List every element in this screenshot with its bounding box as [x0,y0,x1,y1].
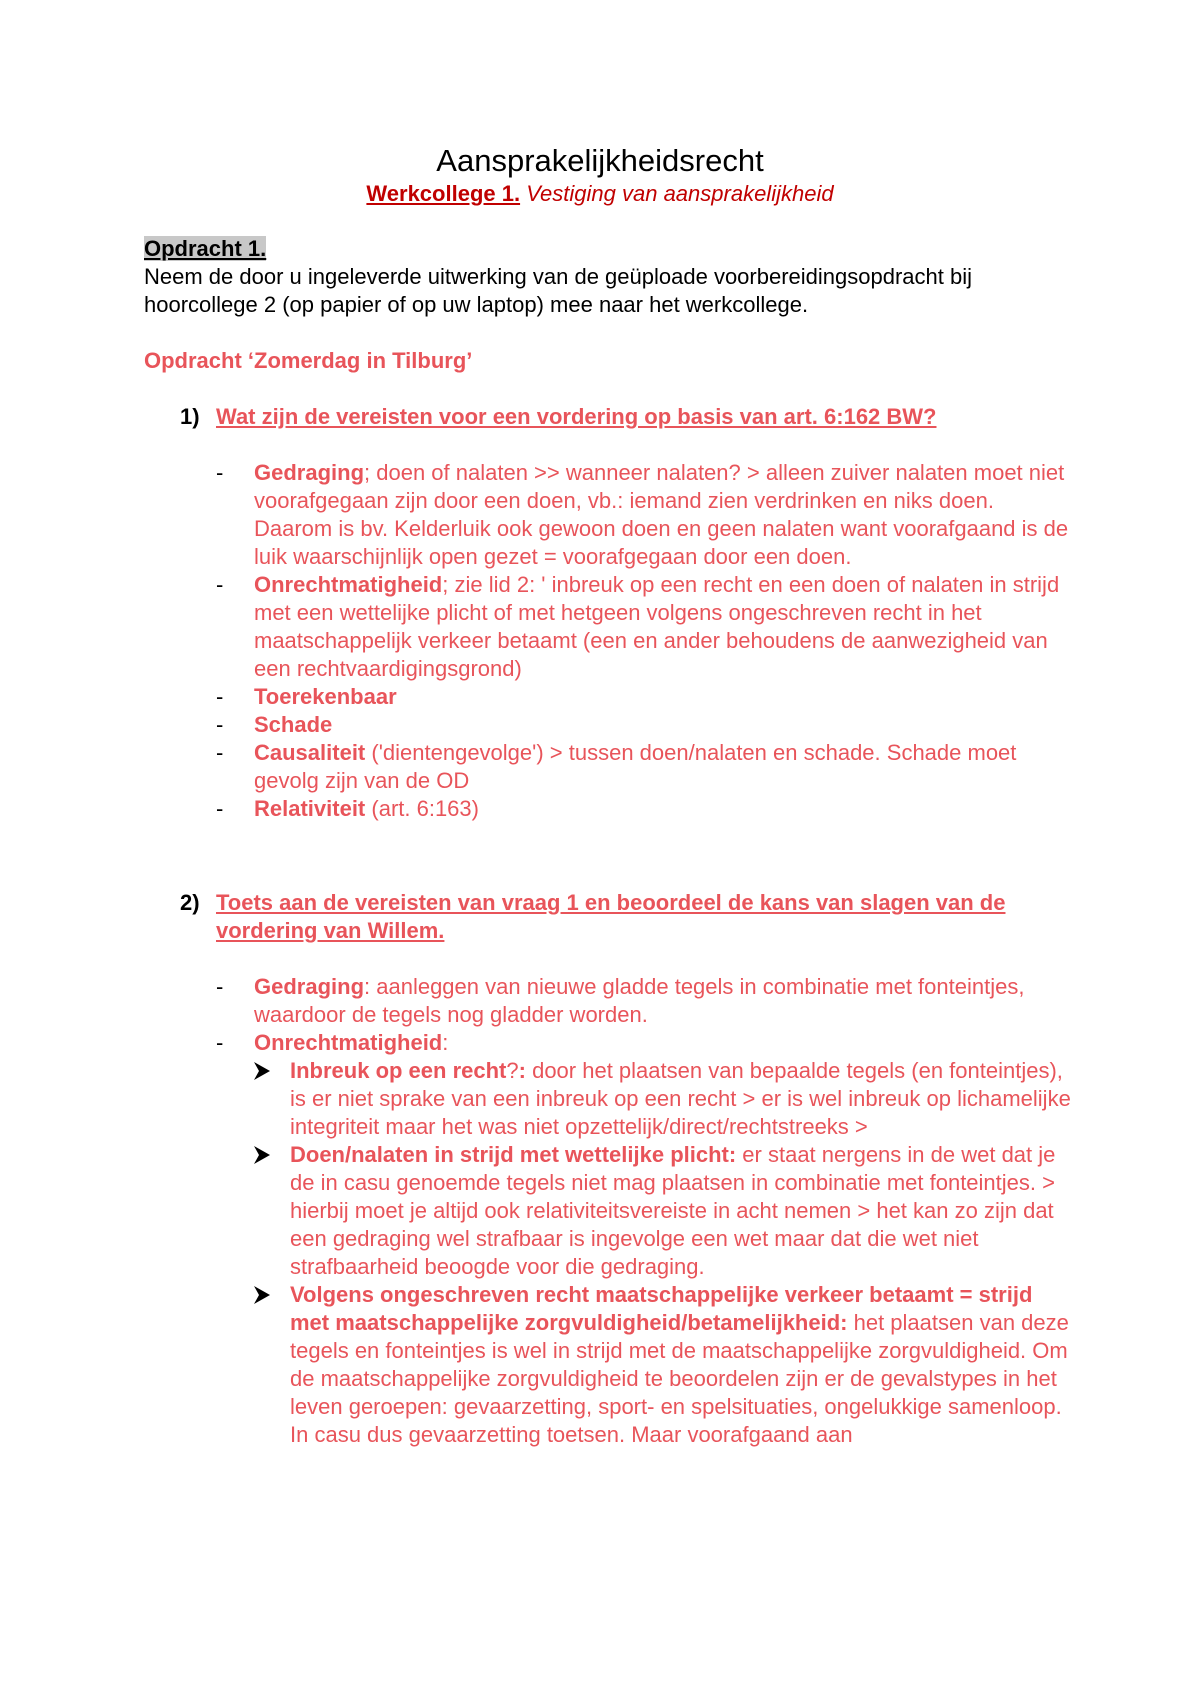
document-title: Aansprakelijkheidsrecht [436,143,764,178]
arrow-bullet-icon [252,1284,272,1306]
question-number: 2) [180,890,200,915]
arrow-bullet-icon [252,1060,272,1082]
question-number: 1) [180,404,200,429]
q2-assessment-list [216,973,1076,1057]
list-item: - Onrechtmatigheid; zie lid 2: ' inbreuk op een recht en een doen of nalaten in strijd met een wettelijke plicht of met hetgeen volgens ongeschreven recht in het maatschappelijk verkeer betaamt (een en ander behoudens de aanwezigheid van een rechtvaardigingsgrond) [216,572,1060,681]
question-1 [180,403,1060,431]
question-text: Toets aan de vereisten van vraag 1 en beoordeel de kans van slagen van de vordering van Willem. [216,890,1006,943]
case-heading: Opdracht ‘Zomerdag in Tilburg’ [144,348,473,373]
q1-requirements-list [216,459,1076,823]
list-item: - Relativiteit (art. 6:163) [216,796,479,821]
list-item: - Causaliteit ('dientengevolge') > tussen doen/nalaten en schade. Schade moet gevolg zijn van de OD [216,740,1017,793]
opdracht1-heading: Opdracht 1. [144,236,267,261]
subtitle-topic: Vestiging van aansprakelijkheid [520,181,834,206]
opdracht1-text: Neem de door u ingeleverde uitwerking van de geüploade voorbereidingsopdracht bij hoorcollege 2 (op papier of op uw laptop) mee naar het werkcollege. [144,264,972,317]
list-item: - Onrechtmatigheid: [216,1030,449,1055]
sublist-item: Doen/nalaten in strijd met wettelijke plicht: er staat nergens in de wet dat je de in casu genoemde tegels niet mag plaatsen in combinatie met fonteintjes. > hierbij moet je altijd ook relativiteitsvereiste in acht nemen > het kan zo zijn dat een gedraging wel strafbaar is ingevolge een wet maar dat die wet niet strafbaarheid beoogde voor die gedraging. [252,1141,1072,1281]
list-item: - Schade [216,712,333,737]
document-subtitle [0,181,1200,207]
onrechtmatigheid-sublist [252,1057,1072,1449]
list-item: - Gedraging: aanleggen van nieuwe gladde tegels in combinatie met fonteintjes, waardoor de tegels nog gladder worden. [216,974,1025,1027]
list-item: - Gedraging; doen of nalaten >> wanneer nalaten? > alleen zuiver nalaten moet niet voorafgegaan zijn door een doen, vb.: iemand zien verdrinken en niks doen. Daarom is bv. Kelderluik ook gewoon doen en geen nalaten want voorafgaand is de luik waarschijnlijk open gezet = voorafgegaan door een doen. [216,460,1069,569]
sublist-item: Inbreuk op een recht?: door het plaatsen van bepaalde tegels (en fonteintjes), is er niet sprake van een inbreuk op een recht > er is wel inbreuk op lichamelijke integriteit maar het was niet opzettelijk/direct/rechtstreeks > [252,1057,1072,1141]
list-item: - Toerekenbaar [216,684,397,709]
sublist-item: Volgens ongeschreven recht maatschappelijke verkeer betaamt = strijd met maatschappelijke zorgvuldigheid/betamelijkheid: het plaatsen van deze tegels en fonteintjes is wel in strijd met de maatschappelijke zorgvuldigheid. Om de maatschappelijke zorgvuldigheid te beoordelen zijn er de gevalstypes in het leven geroepen: gevaarzetting, sport- en spelsituaties, ongelukkige samenloop. In casu dus gevaarzetting toetsen. Maar voorafgaand aan [252,1281,1072,1449]
werkcollege-label: Werkcollege 1. [366,181,521,206]
question-text: Wat zijn de vereisten voor een vordering op basis van art. 6:162 BW? [216,404,937,429]
arrow-bullet-icon [252,1144,272,1166]
question-2 [180,889,1060,945]
